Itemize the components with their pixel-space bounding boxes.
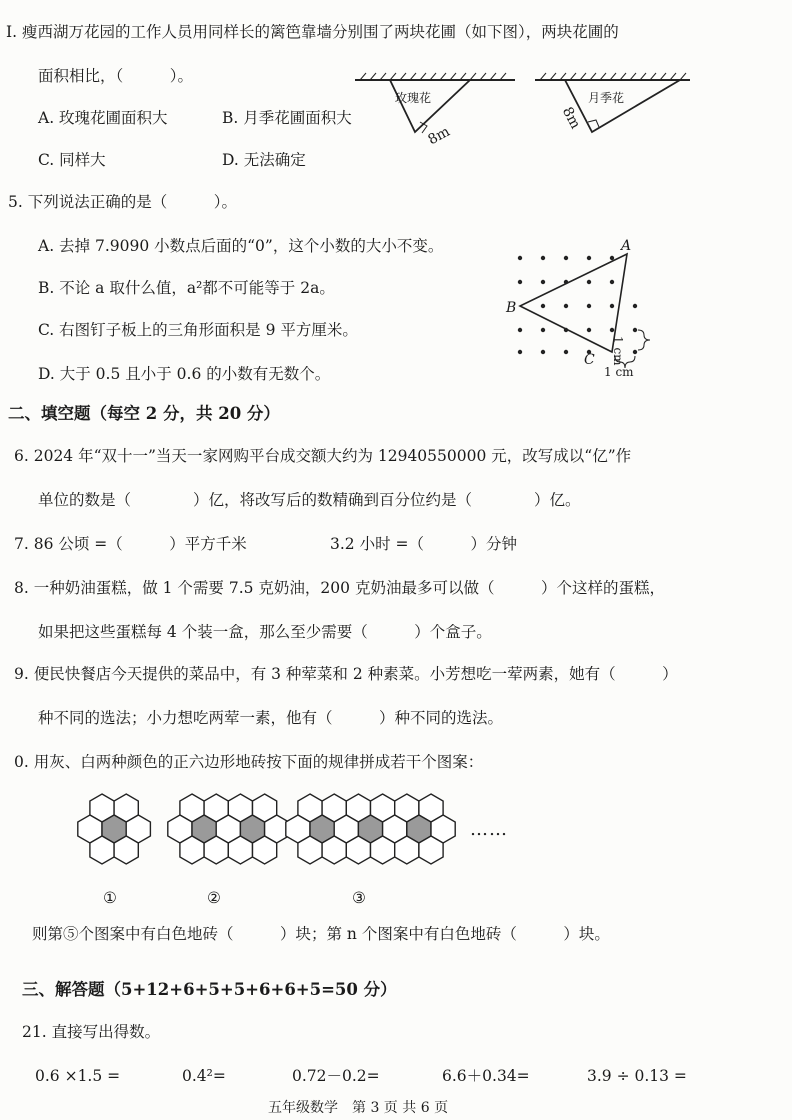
q14-option-c: C. 同样大 [38,151,106,169]
flowerbed-figure [350,72,700,152]
q17-part-2: 3.2 小时 =（ ）分钟 [330,535,517,553]
page-footer: 五年级数学 第 3 页 共 6 页 [268,1100,449,1116]
point-a-label: A [621,238,632,254]
q19-line-2: 种不同的选法；小力想吃两荤一素，他有（ ）种不同的选法。 [38,709,504,727]
expr-4: 6.6＋0.34= [442,1067,530,1085]
q19-line-1: 9. 便民快餐店今天提供的菜品中，有 3 种荤菜和 2 种素菜。小芳想吃一荤两素，她有（ ） [14,665,678,683]
q15-stem: 5. 下列说法正确的是（ ）。 [8,193,237,211]
hexagon-patterns-figure [68,790,538,880]
section-2-heading: 二、填空题（每空 2 分，共 20 分） [8,404,280,423]
pattern-label-3: ③ [352,889,366,907]
q15-option-a: A. 去掉 7.9090 小数点后面的“0”，这个小数的大小不变。 [38,237,444,255]
moon-rose-label: 月季花 [588,91,625,105]
q15-option-b: B. 不论 a 取什么值，a²都不可能等于 2a。 [38,279,335,297]
q14-stem: I. 瘦西湖万花园的工作人员用同样长的篱笆靠墙分别围了两块花圃（如下图），两块花圃的 [6,23,619,41]
pattern-label-1: ① [103,889,117,907]
pattern-ellipsis: …… [470,819,508,840]
q14-stem-2: 面积相比，（ ）。 [38,67,194,85]
rose-length: 8m [425,123,453,149]
q14-option-d: D. 无法确定 [222,151,306,169]
pattern-label-2: ② [207,889,221,907]
unit-vertical-label: 1 cm [611,336,625,366]
unit-horizontal-label: 1 cm [604,365,634,379]
expr-2: 0.4²= [182,1067,226,1085]
q15-option-c: C. 右图钉子板上的三角形面积是 9 平方厘米。 [38,321,358,339]
q20-line-2: 则第⑤个图案中有白色地砖（ ）块；第 n 个图案中有白色地砖（ ）块。 [32,925,610,943]
q17-part-1: 7. 86 公顷 =（ ）平方千米 [14,535,247,553]
expr-3: 0.72－0.2= [292,1067,380,1085]
q14-option-a: A. 玫瑰花圃面积大 [38,109,168,127]
q16-line-1: 6. 2024 年“双十一”当天一家网购平台成交额大约为 12940550000 元，改写成以“亿”作 [14,447,632,465]
moon-rose-length: 8m [558,104,584,132]
section-3-heading: 三、解答题（5+12+6+5+5+6+6+5=50 分） [22,980,397,999]
expr-5: 3.9 ÷ 0.13 = [587,1067,687,1085]
q20-line-1: 0. 用灰、白两种颜色的正六边形地砖按下面的规律拼成若干个图案： [14,753,484,771]
q14-option-b: B. 月季花圃面积大 [222,109,352,127]
q15-option-d: D. 大于 0.5 且小于 0.6 的小数有无数个。 [38,365,331,383]
rose-label: 玫瑰花 [395,91,432,105]
point-c-label: C [584,352,595,368]
expr-1: 0.6 ×1.5 = [35,1067,121,1085]
q21-stem: 21. 直接写出得数。 [22,1023,161,1041]
q18-line-1: 8. 一种奶油蛋糕，做 1 个需要 7.5 克奶油，200 克奶油最多可以做（ ）个这样的蛋糕， [14,579,665,597]
point-b-label: B [506,300,517,316]
q16-line-2: 单位的数是（ ）亿，将改写后的数精确到百分位约是（ ）亿。 [38,491,581,509]
q18-line-2: 如果把这些蛋糕每 4 个装一盒，那么至少需要（ ）个盒子。 [38,623,492,641]
